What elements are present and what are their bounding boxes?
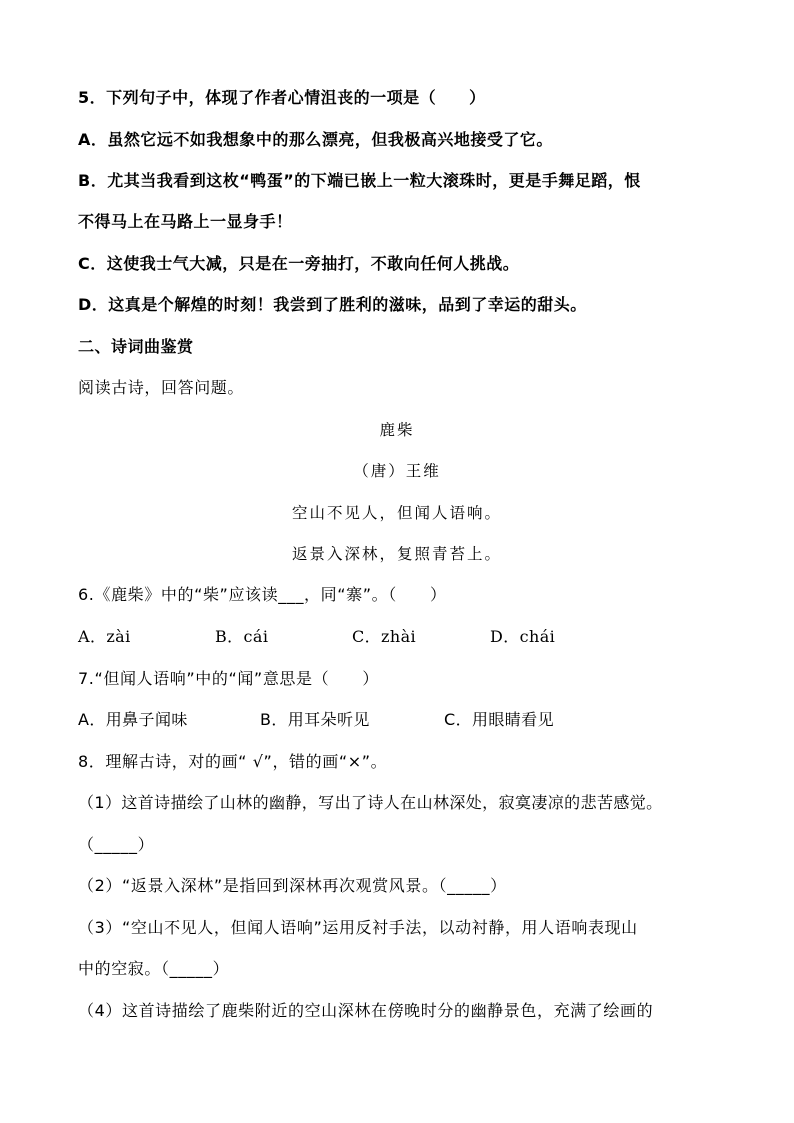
q6-option-c: C．zhài xyxy=(352,627,417,646)
q7-option-c: C．用眼睛看见 xyxy=(444,710,554,729)
q6-option-a: A．zài xyxy=(78,627,131,646)
q5-option-c: C．这使我士气大减，只是在一旁抽打，不敢向任何人挑战。 xyxy=(78,254,520,273)
poem-author: （唐）王维 xyxy=(353,462,441,480)
q8-statement-4-line1: （4）这首诗描绘了鹿柴附近的空山深林在傍晚时分的幽静景色，充满了绘画的 xyxy=(78,1001,654,1020)
q7-stem: 7.“但闻人语响”中的“闻”意思是（ ） xyxy=(78,669,380,688)
q8-stem: 8．理解古诗，对的画“ √”，错的画“×”。 xyxy=(78,752,388,771)
poem-line-2: 返景入深林，复照青苔上。 xyxy=(291,545,502,563)
q7-option-a: A．用鼻子闻味 xyxy=(78,710,188,729)
q5-option-b-line1: B．尤其当我看到这枚“鸭蛋”的下端已嵌上一粒大滚珠时，更是手舞足蹈，恨 xyxy=(78,171,641,190)
poem-line-1: 空山不见人，但闻人语响。 xyxy=(291,504,502,522)
q6-option-d: D．chái xyxy=(490,627,556,646)
section-instruction: 阅读古诗，回答问题。 xyxy=(78,378,245,397)
q5-option-a: A．虽然它远不如我想象中的那么漂亮，但我极高兴地接受了它。 xyxy=(78,130,553,149)
q8-statement-1-line2: （_____） xyxy=(78,835,155,854)
q5-stem: 5．下列句子中，体现了作者心情沮丧的一项是（ ） xyxy=(78,88,486,107)
q8-statement-3-line1: （3）“空山不见人，但闻人语响”运用反衬手法，以动衬静，用人语响表现山 xyxy=(78,918,638,937)
q6-option-b: B．cái xyxy=(215,627,269,646)
q5-option-d: D．这真是个解煌的时刻！我尝到了胜利的滋味，品到了幸运的甜头。 xyxy=(78,295,587,314)
q7-option-b: B．用耳朵听见 xyxy=(260,710,370,729)
q8-statement-3-line2: 中的空寂。（_____） xyxy=(78,959,230,978)
section-heading: 二、诗词曲鉴赏 xyxy=(78,337,194,356)
q8-statement-1-line1: （1）这首诗描绘了山林的幽静，写出了诗人在山林深处，寂寞凄凉的悲苦感觉。 xyxy=(78,793,663,812)
q8-statement-2: （2）“返景入深林”是指回到深林再次观赏风景。（_____） xyxy=(78,876,507,895)
q6-stem: 6.《鹿柴》中的“柴”应该读___，同“寨”。（ ） xyxy=(78,585,447,604)
poem-title: 鹿柴 xyxy=(379,421,415,439)
q5-option-b-line2: 不得马上在马路上一显身手！ xyxy=(78,212,293,231)
